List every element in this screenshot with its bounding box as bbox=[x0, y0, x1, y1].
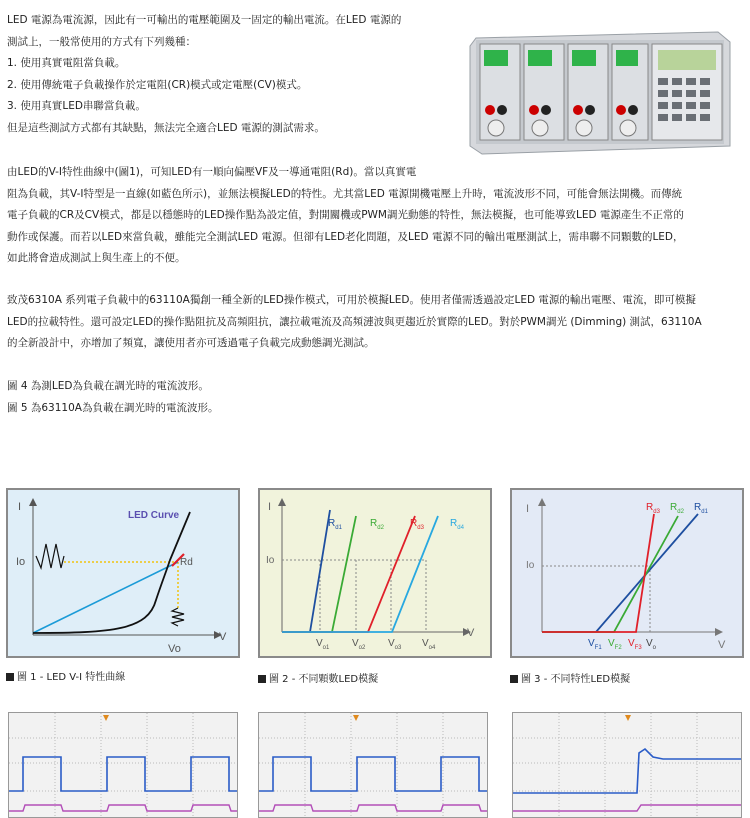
figure-2-led-count-simulation bbox=[258, 488, 492, 658]
load-module bbox=[524, 44, 564, 140]
figure-3-led-characteristics-simulation bbox=[510, 488, 744, 658]
vf2-label: $V_{F2}$ bbox=[608, 638, 622, 651]
trigger-marker-icon bbox=[103, 715, 109, 721]
scope-waveform-figure-4a bbox=[8, 712, 238, 818]
intro-paragraph bbox=[7, 10, 401, 139]
intro-line: 3. 使用真實LED串聯當負載。 bbox=[7, 100, 146, 112]
voltage-trace bbox=[9, 757, 238, 791]
io-label: Io bbox=[266, 555, 275, 566]
paragraph-line: LED的拉載特性。還可設定LED的操作點阻抗及高頻阻抗，讓拉載電流及高頻漣波與更趨近於實際的LED。對於PWM調光 (Dimming) 測試，63110A bbox=[7, 315, 702, 328]
curve-rd1 bbox=[542, 514, 698, 632]
paragraph-line: 圖 5 為63110A為負載在調光時的電流波形。 bbox=[7, 401, 219, 414]
vf1-label: $V_{F1}$ bbox=[588, 638, 602, 651]
scope-waveform-figure-4b bbox=[258, 712, 488, 818]
current-trace bbox=[9, 805, 238, 811]
vo3-label: $V_{o3}$ bbox=[388, 638, 402, 651]
led-curve-label: LED Curve bbox=[128, 510, 180, 521]
rd-label: Rd bbox=[180, 557, 193, 568]
ripple-symbol bbox=[36, 544, 64, 568]
curve-rd3 bbox=[542, 514, 654, 632]
control-panel bbox=[652, 44, 722, 140]
vo4-label: $V_{o4}$ bbox=[422, 638, 436, 651]
paragraph-line: 如此將會造成測試上與生產上的不便。 bbox=[7, 252, 186, 264]
paragraph-line: 圖 4 為測LED為負載在調光時的電流波形。 bbox=[7, 380, 209, 392]
intro-line: 1. 使用真實電阻當負載。 bbox=[7, 57, 126, 69]
figure-3-caption: 圖 3 - 不同特性LED模擬 bbox=[510, 670, 630, 685]
axis-v-label: V bbox=[718, 639, 726, 651]
paragraph-line: 動作或保護。而若以LED來當負載，雖能完全測試LED 電源。但卻有LED老化問題，及LED 電源不同的輸出電壓測試上，需串聯不同顆數的LED， bbox=[7, 230, 684, 243]
led-curve bbox=[33, 512, 190, 633]
led-mode-paragraph bbox=[7, 290, 702, 355]
rd2-label: $R_{d2}$ bbox=[670, 502, 684, 515]
electronic-load-photo bbox=[468, 28, 733, 156]
load-module bbox=[480, 44, 520, 140]
io-label: Io bbox=[16, 556, 26, 568]
paragraph-line: 阻為負載，其V-I特型是一直線(如藍色所示)，並無法模擬LED的特性。尤其當LED 電源開機電壓上升時，電流波形不同，可能會無法開機。而傳統 bbox=[7, 187, 683, 200]
axis-i-label: I bbox=[268, 501, 272, 513]
trigger-marker-icon bbox=[625, 715, 631, 721]
paragraph-line: 由LED的V-I特性曲線中(圖1)，可知LED有一順向偏壓VF及一導通電阻(Rd)。當以真實電 bbox=[7, 166, 417, 178]
rd1-label: $R_{d1}$ bbox=[694, 502, 708, 515]
io-label: Io bbox=[526, 560, 535, 571]
axis-v-label: V bbox=[467, 627, 475, 639]
axis-i-label: I bbox=[18, 501, 22, 513]
figure-1-led-vi-curve bbox=[6, 488, 240, 658]
current-trace bbox=[259, 805, 488, 811]
vo1-label: $V_{o1}$ bbox=[316, 638, 330, 651]
voltage-trace bbox=[259, 757, 488, 791]
vo-label: Vo bbox=[168, 643, 181, 655]
curve-rd1 bbox=[282, 510, 330, 632]
paragraph-line: 的全新設計中，亦增加了頻寬，讓使用者亦可透過電子負載完成動態調光測試。 bbox=[7, 337, 375, 349]
rd1-label: $R_{d1}$ bbox=[328, 518, 342, 531]
figure-notes-paragraph bbox=[7, 376, 218, 419]
rd3-label: $R_{d3}$ bbox=[646, 502, 660, 515]
load-module bbox=[612, 44, 648, 140]
intro-line: 測試上，一般常使用的方式有下列幾種： bbox=[7, 35, 196, 48]
voltage-trace bbox=[513, 749, 742, 793]
intro-line: 但是這些測試方式都有其缺點，無法完全適合LED 電源的測試需求。 bbox=[7, 121, 325, 134]
intro-line: 2. 使用傳統電子負載操作於定電阻(CR)模式或定電壓(CV)模式。 bbox=[7, 78, 308, 91]
rd4-label: $R_{d4}$ bbox=[450, 518, 464, 531]
ripple-symbol bbox=[172, 608, 184, 626]
vi-characteristics-paragraph bbox=[7, 162, 684, 270]
vo2-label: $V_{o2}$ bbox=[352, 638, 366, 651]
curve-rd4 bbox=[282, 516, 438, 632]
axis-v-label: V bbox=[219, 631, 227, 643]
trigger-marker-icon bbox=[353, 715, 359, 721]
curve-rd3 bbox=[282, 516, 415, 632]
load-module bbox=[568, 44, 608, 140]
scope-waveform-figure-5 bbox=[512, 712, 742, 818]
current-trace bbox=[513, 805, 742, 811]
vo-label: $V_o$ bbox=[646, 638, 657, 651]
paragraph-line: 電子負載的CR及CV模式，都是以穩態時的LED操作點為設定值，對開關機或PWM調光動態的特性，無法模擬，也可能導致LED 電源產生不正常的 bbox=[7, 209, 684, 221]
intro-line: LED 電源為電流源，因此有一可輸出的電壓範圍及一固定的輸出電流。在LED 電源的 bbox=[7, 14, 402, 26]
axis-i-label: I bbox=[526, 503, 530, 515]
rd2-label: $R_{d2}$ bbox=[370, 518, 384, 531]
paragraph-line: 致茂6310A 系列電子負載中的63110A獨創一種全新的LED操作模式，可用於模擬LED。使用者僅需透過設定LED 電源的輸出電壓、電流，即可模擬 bbox=[7, 294, 696, 306]
rd3-label: $R_{d3}$ bbox=[410, 518, 424, 531]
vf3-label: $V_{F3}$ bbox=[628, 638, 642, 651]
figure-1-caption: 圖 1 - LED V-I 特性曲線 bbox=[6, 668, 125, 683]
figure-2-caption: 圖 2 - 不同顆數LED模擬 bbox=[258, 670, 378, 685]
